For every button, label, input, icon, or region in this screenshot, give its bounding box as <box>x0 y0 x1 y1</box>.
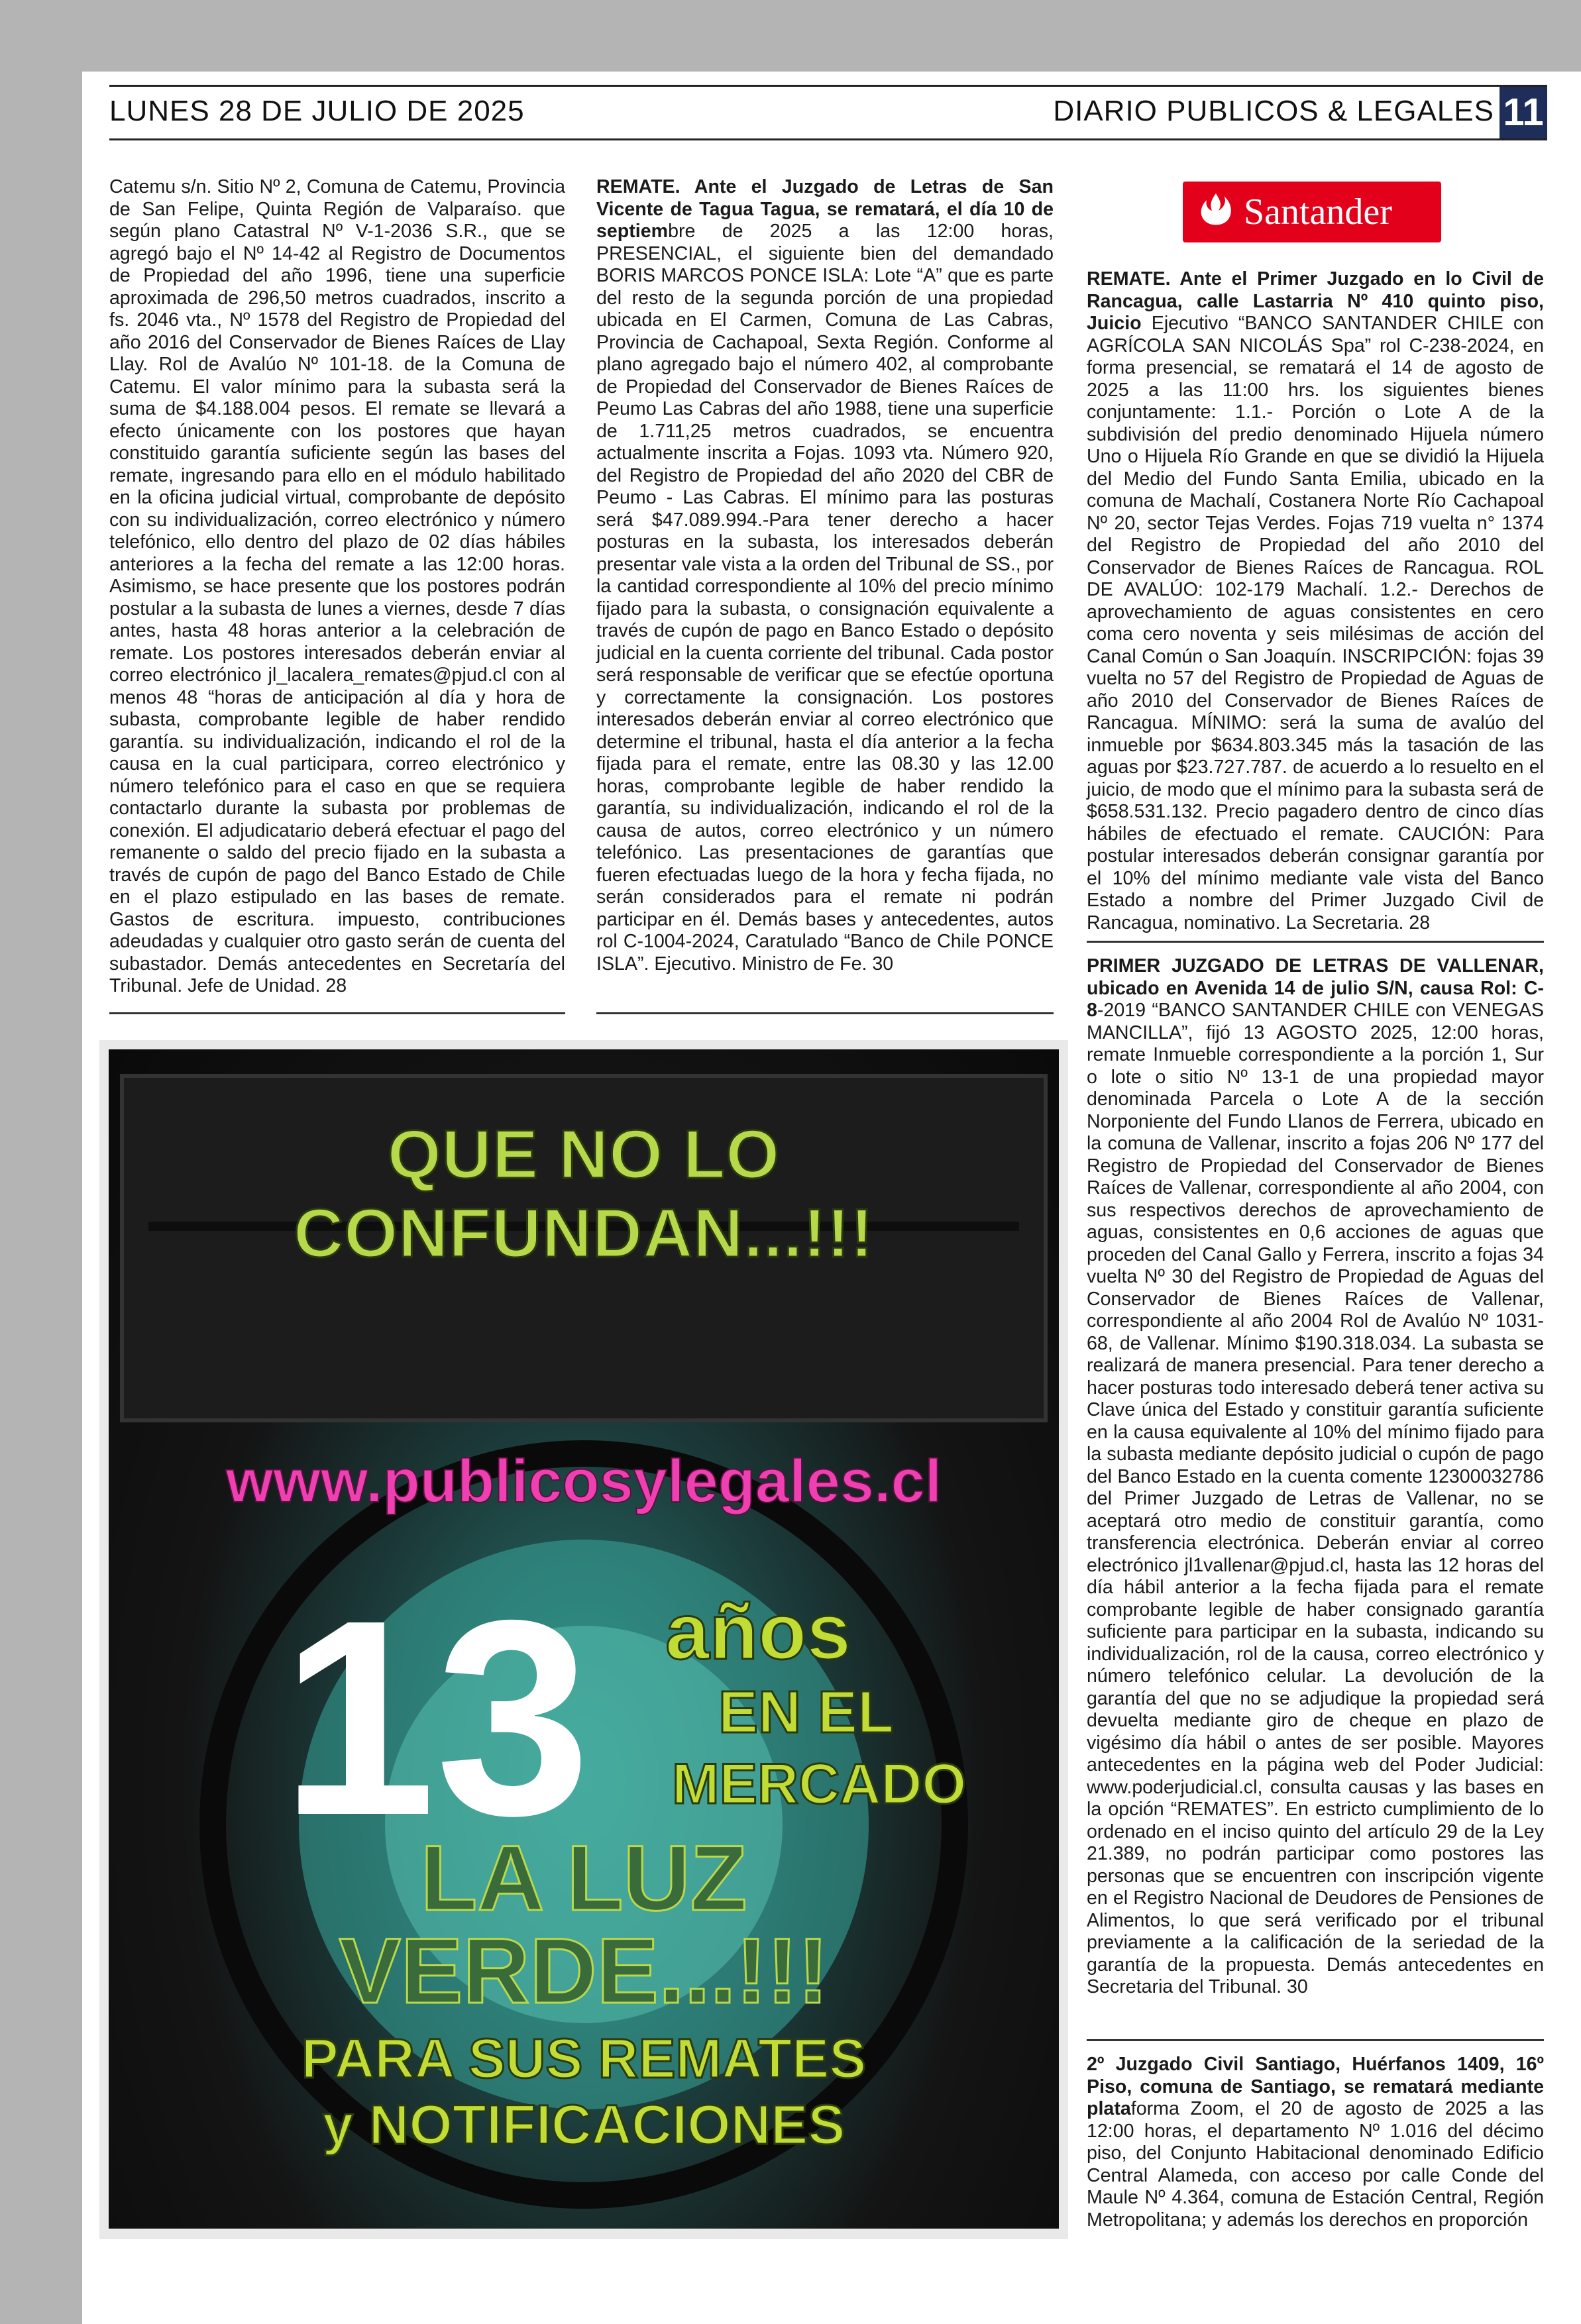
ad-mercado: MERCADO <box>672 1752 967 1816</box>
advertisement-frame <box>99 1040 1068 2239</box>
notice-san-vicente-text: bre de 2025 a las 12:00 horas, PRESENCIAL, el siguiente bien del demandado BORIS MARCOS PONCE ISLA: Lote “A” que es parte del resto de la segunda porción de una propiedad ubicada en El Carmen, Comuna de Las Cabras, Provincia de Cachapoal, Sexta Región. Conforme al plano agregado bajo el número 402, al comprobante de Propiedad del Conservador de Bienes Raíces de Peumo Las Cabras del año 1988, tiene una superficie de 1.711,25 metros cuadrados, se encuentra actualmente inscrita a Fojas. 1093 vta. Número 920, del Registro de Propiedad del año 2020 del CBR de Peumo - Las Cabras. El mínimo para las posturas será $47.089.994.-Para tener derecho a hacer posturas en la subasta, los interesados deberán presentar vale vista a la orden del Tribunal de SS., por la cantidad correspondiente al 10% del precio mínimo fijado para la subasta, o consignación equivalente a través de cupón de pago en Banco Estado o depósito judicial en la cuenta corriente del tribunal. Cada postor será responsable de verificar que se efectúe oportuna y correctamente la consignación. Los postores interesados deberán enviar al correo electrónico que determine el tribunal, hasta el día anterior a la fecha fijada para el remate, entre las 08.30 y las 12.00 horas, comprobante legible de haber rendido la garantía, su individualización, indicando el rol de la causa de autos, correo electrónico y un número telefónico. Las presentaciones de garantías que fueren efectuadas luego de la hora y fecha fijada, no serán considerados para el remate ni podrán participar en él. Demás bases y antecedentes, autos rol C-1004-2024, Caratulado “Banco de Chile PONCE ISLA”. Ejecutivo. Ministro de Fe. 30 <box>596 221 1054 975</box>
ad-notificaciones: y NOTIFICACIONES <box>322 2093 845 2156</box>
notice-san-vicente <box>596 176 1054 975</box>
column-2-divider <box>596 1012 1054 1014</box>
ad-years-word: años <box>665 1587 851 1676</box>
column-1-notice <box>109 176 565 998</box>
notice-santiago-text: forma Zoom, el 20 de agosto de 2025 a las 12:00 horas, el departamento Nº 1.016 del décimo piso, del Conjunto Habitacional denominado Edificio Central Alameda, con acceso por calle Conde del Maule Nº 4.364, comuna de Estación Central, Región Metropolitana; y además los derechos en proporción <box>1087 2098 1544 2231</box>
column-3-divider-2 <box>1087 2039 1544 2041</box>
header-date: LUNES 28 DE JULIO DE 2025 <box>109 95 525 127</box>
page-number-badge: 11 <box>1499 87 1547 138</box>
column-3-divider-1 <box>1087 941 1544 943</box>
page-header <box>109 85 1547 140</box>
notice-santiago <box>1087 2054 1544 2231</box>
ad-la-luz: LA LUZ <box>420 1826 747 1930</box>
column-3-notice-1 <box>1087 268 1544 934</box>
traffic-light-ad <box>109 1049 1059 2229</box>
notice-vallenar-lead: PRIMER JUZGADO DE LETRAS DE VALLENAR, ubicado en Avenida 14 de julio S/N, causa Rol: C-8 <box>1087 955 1544 1021</box>
notice-san-vicente-lead: REMATE. Ante el Juzgado de Letras de San Vicente de Tagua Tagua, se rematará, el día 10 de septiem <box>596 176 1054 242</box>
notice-rancagua <box>1087 268 1544 934</box>
ad-website-url: www.publicosylegales.cl <box>225 1448 942 1515</box>
notice-santiago-lead: 2º Juzgado Civil Santiago, Huérfanos 1409, 16º Piso, comuna de Santiago, se rematará mediante plata <box>1087 2054 1544 2119</box>
column-3-notice-3 <box>1087 2054 1544 2231</box>
ad-verde: VERDE...!!! <box>339 1919 829 2023</box>
column-2-notice <box>596 176 1054 975</box>
ad-en-el: EN EL <box>718 1679 895 1746</box>
notice-vallenar <box>1087 955 1544 1999</box>
ad-para-remates: PARA SUS REMATES <box>301 2027 867 2089</box>
column-3-notice-2 <box>1087 955 1544 1999</box>
notice-rancagua-text: Ejecutivo “BANCO SANTANDER CHILE con AGRÍCOLA SAN NICOLÁS Spa” rol C-238-2024, en forma presencial, se rematará el 14 de agosto de 2025 a las 11:00 hrs. los siguientes bienes conjuntamente: 1.1.- Porción o Lote A de la subdivisión del predio denominado Hijuela número Uno o Hijuela Río Grande en que se dividió la Hijuela del Medio del Fundo Santa Emilia, ubicado en la comuna de Machalí, Costanera Norte Río Cachapoal Nº 20, sector Tejas Verdes. Fojas 719 vuelta n° 1374 del Registro de Propiedad del año 2010 del Conservador de Bienes Raíces de Rancagua. ROL DE AVALÚO: 102-179 Machalí. 1.2.- Derechos de aprovechamiento de aguas consistentes en cero coma cero noventa y seis milésimas de acción del Canal Común o San Joaquín. INSCRIPCIÓN: fojas 39 vuelta no 57 del Registro de Propiedad de Aguas de año 2010 del Conservador de Bienes Raíces de Rancagua. MÍNIMO: será la suma de avalúo del inmueble por $634.803.345 más la tasación de las aguas por $23.727.787. de acuerdo a lo resuelto en el juicio, de modo que el mínimo para la subasta será de $658.531.132. Precio pagadero dentro de cinco días hábiles de efectuado el remate. CAUCIÓN: Para postular interesados deberán consignar garantía por el 10% del mínimo mediante vale vista del Banco Estado a nombre del Primer Juzgado Civil de Rancagua, nominativo. La Secretaria. 28 <box>1087 313 1544 933</box>
notice-catemu-text: Catemu s/n. Sitio Nº 2, Comuna de Catemu, Provincia de San Felipe, Quinta Región de Valparaíso. que según plano Catastral Nº V-1-2036 S.R., que se agregó bajo el Nº 14-42 al Registro de Documentos de Propiedad del año 1996, tiene una superficie aproximada de 296,50 metros cuadrados, inscrito a fs. 2046 vta., Nº 1578 del Registro de Propiedad del año 2016 del Conservador de Bienes Raíces de Llay Llay. Rol de Avalúo Nº 101-18. de la Comuna de Catemu. El valor mínimo para la subasta será la suma de $4.188.004 pesos. El remate se llevará a efecto únicamente con los postores que hayan constituido garantía suficiente según las bases del remate, ingresando para ello en el módulo habilitado en la oficina judicial virtual, comprobante de depósito con su individualización, correo electrónico y número telefónico, ello dentro del plazo de 02 días hábiles anteriores a la fecha del remate a las 12:00 horas. Asimismo, se hace presente que los postores podrán postular a la subasta de lunes a viernes, desde 7 días antes, hasta 48 horas anterior a la celebración de remate. Los postores interesados deberán enviar al correo electrónico jl_lacalera_remates@pjud.cl con al menos 48 “horas de anticipación al día y hora de subasta, comprobante legible de haber rendido garantía. su individualización, indicando el rol de la causa en la cual participara, correo electrónico y número telefónico para el caso en que se requiera contactarlo durante la subasta por problemas de conexión. El adjudicatario deberá efectuar el pago del remanente o saldo del precio fijado en la subasta a través de cupón de pago del Banco Estado de Chile en el plazo estipulado en las bases de remate. Gastos de escritura. impuesto, contribuciones adeudadas y cualquier otro gasto serán de cuenta del subastador. Demás antecedentes en Secretaría del Tribunal. Jefe de Unidad. 28 <box>109 176 565 996</box>
column-1-divider <box>109 1012 565 1014</box>
notice-vallenar-text: -2019 “BANCO SANTANDER CHILE con VENEGAS MANCILLA”, fijó 13 AGOSTO 2025, 12:00 horas, remate Inmueble correspondiente a la porción 1, Sur o lote o sitio Nº 13-1 de una propiedad mayor denominada Parcela o Lote A de la sección Norponiente del Fundo Llanos de Ferrera, ubicado en la comuna de Vallenar, inscrito a fojas 206 Nº 177 del Registro de Propiedad del Conservador de Bienes Raíces de Vallenar, correspondiente al año 2004, con sus respectivos derechos de aprovechamiento de aguas, consistentes en 0,6 acciones de aguas que proceden del Canal Gallo y Ferrera, inscrito a fojas 34 vuelta Nº 30 del Registro de Propiedad de Aguas del Conservador de Bienes Raíces de Vallenar, correspondiente al año 2004 Rol de Avalúo Nº 1031-68, de Vallenar. Mínimo $190.318.034. La subasta se realizará de manera presencial. Para tener derecho a hacer posturas todo interesado deberá tener activa su Clave única del Estado y constituir garantía suficiente en la causa equivalente al 10% del mínimo fijado para la subasta mediante depósito judicial o cupón de pago del Banco Estado en la cuenta comente 12300032786 del Primer Juzgado de Letras de Vallenar, no se aceptará otro medio de constituir garantía, como transferencia electrónica. Deberán enviar al correo electrónico jl1vallenar@pjud.cl, hasta las 12 horas del día hábil anterior a la fecha fijada para el remate comprobante legible de haber consignado garantía suficiente para participar en la subasta, indicando su individualización, rol de la causa, correo electrónico y número telefónico celular. La devolución de la garantía del que no se adjudique la propiedad será devuelta mediante giro de cheque en plazo de vigésimo día hábil o antes de ser posible. Mayores antecedentes en la página web del Poder Judicial: www.poderjudicial.cl, consulta causas y las bases en la opción “REMATES”. En estricto cumplimiento de lo ordenado en el inciso quinto del artículo 29 de la Ley 21.389, no podrán participar como postores las personas que se encuentren con inscripción vigente en el Registro Nacional de Deudores de Pensiones de Alimentos, lo que será verificado por el tribunal previamente a la calificación de la seriedad de la garantía de la propuesta. Demás antecedentes en Secretaria del Tribunal. 30 <box>1087 1000 1544 1997</box>
santander-logo <box>1183 182 1441 242</box>
ad-headline: QUE NO LO CONFUNDAN...!!! <box>294 1116 874 1272</box>
santander-flame-icon <box>1196 191 1236 233</box>
santander-logo-text: Santander <box>1244 191 1392 233</box>
header-publication-title: DIARIO PUBLICOS & LEGALES <box>1053 95 1494 127</box>
notice-rancagua-lead: REMATE. Ante el Primer Juzgado en lo Civil de Rancagua, calle Lastarria Nº 410 quinto piso, Juicio <box>1087 268 1544 334</box>
ad-years-number: 13 <box>281 1563 591 1874</box>
